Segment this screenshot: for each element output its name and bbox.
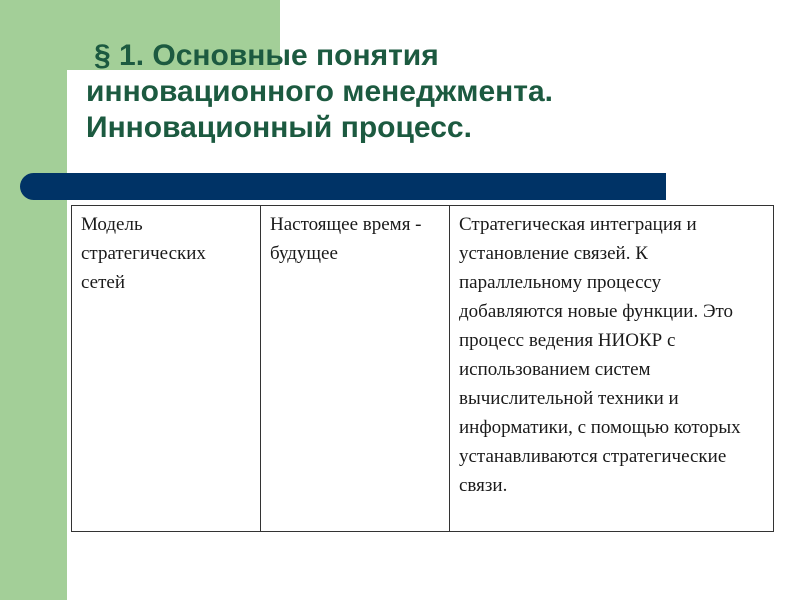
period-cell: Настоящее время - будущее (261, 206, 450, 532)
title-line-1: § 1. Основные понятия (94, 39, 439, 72)
title-divider-bar (20, 173, 666, 200)
decorative-green-sidebar (0, 0, 67, 600)
table-row (72, 206, 774, 532)
model-name-cell: Модель стратегических сетей (72, 206, 261, 532)
description-cell: Стратегическая интеграция и установление связей. К параллельному процессу добавляются новые функции. Это процесс ведения НИОКР с использованием систем вычислительной техники и информатики, с помощью которых устанавливаются стратегические связи. (450, 206, 774, 532)
title-line-3: Инновационный процесс. (86, 111, 472, 144)
slide-title (86, 38, 766, 146)
title-line-2: инновационного менеджмента. (86, 75, 553, 108)
innovation-model-table (71, 205, 774, 532)
